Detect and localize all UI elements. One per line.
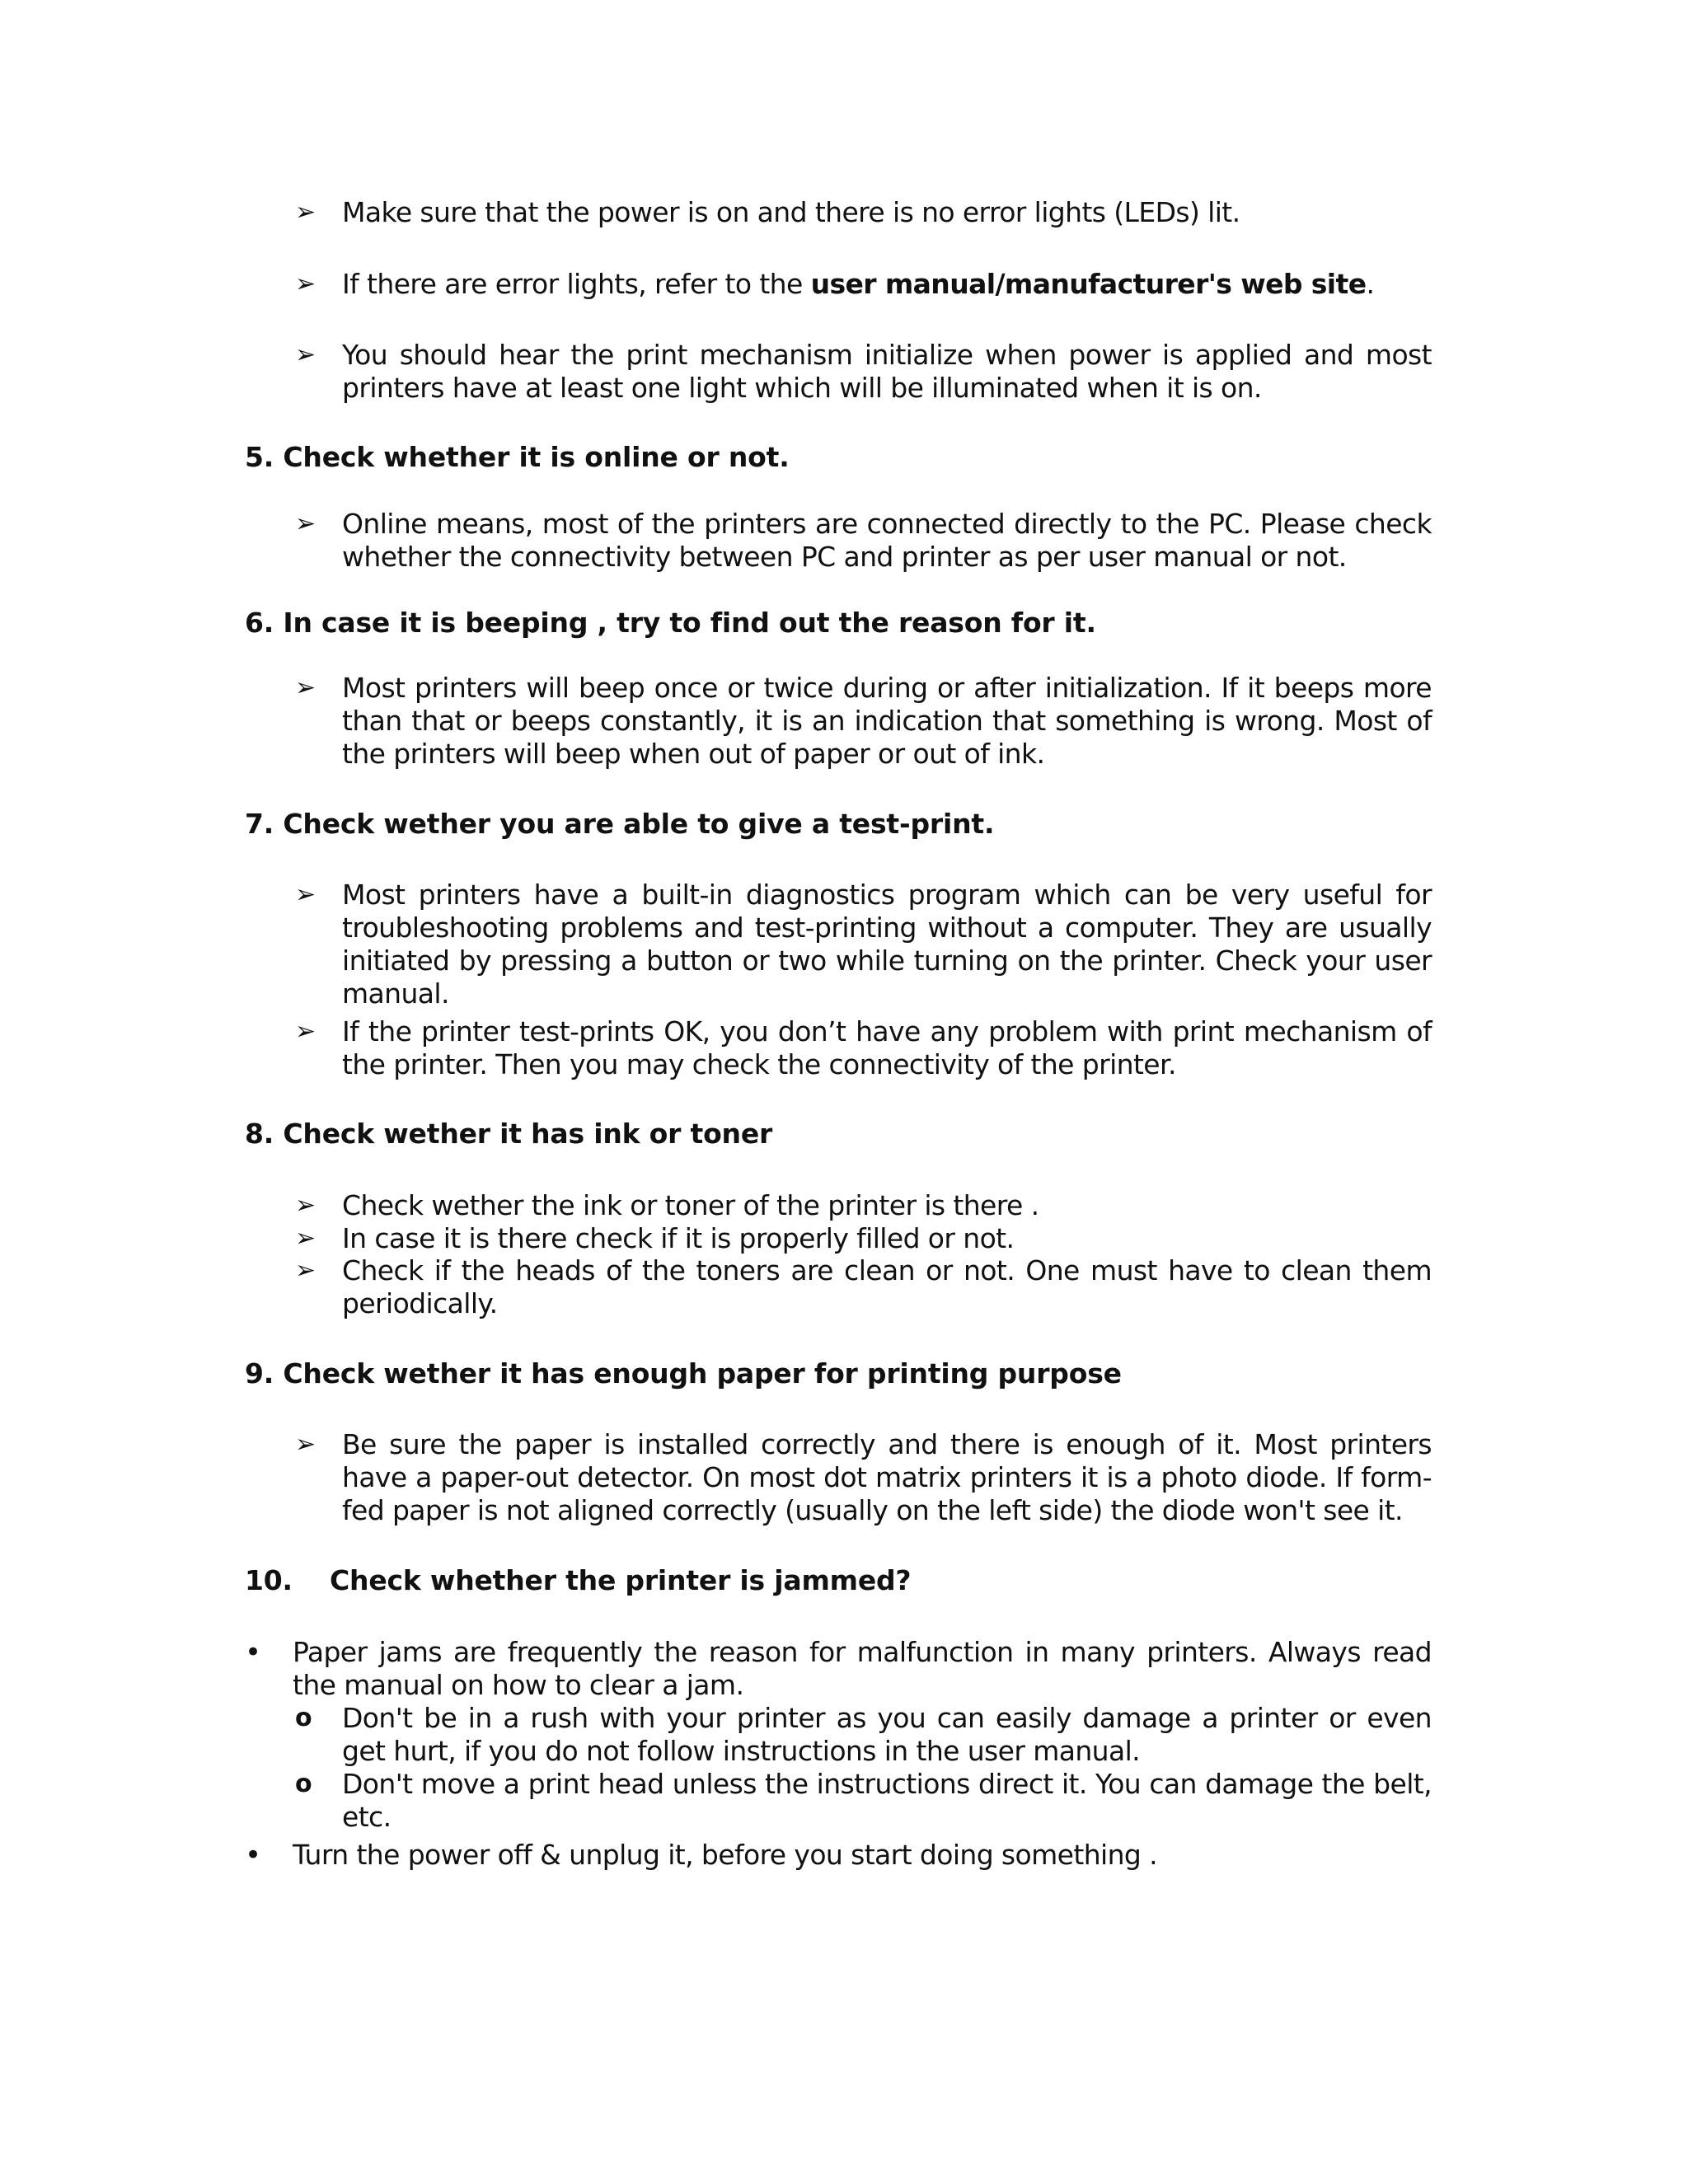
section-10-item-1: Paper jams are frequently the reason for malfunction in many printers. Always read the manual on how to clear a jam. — [293, 1636, 1432, 1701]
arrow-bullet-icon: ➢ — [295, 1017, 316, 1046]
section-9-heading: 9. Check wether it has enough paper for printing purpose — [245, 1357, 1122, 1390]
section-5-heading: 5. Check whether it is online or not. — [245, 441, 790, 473]
section-10-item-2: Turn the power off & unplug it, before you start doing something . — [293, 1839, 1158, 1871]
arrow-bullet-icon: ➢ — [295, 340, 316, 369]
intro-bullet-1: Make sure that the power is on and there is no error lights (LEDs) lit. — [342, 196, 1240, 228]
section-10-subitem-2: Don't move a print head unless the instructions direct it. You can damage the belt, etc. — [342, 1768, 1432, 1833]
intro-bullet-2-text: If there are error lights, refer to the — [342, 268, 811, 300]
intro-bullet-3: You should hear the print mechanism initialize when power is applied and most printers have at least one light which will be illuminated when it is on. — [342, 339, 1432, 404]
arrow-bullet-icon: ➢ — [295, 1256, 316, 1285]
arrow-bullet-icon: ➢ — [295, 1430, 316, 1459]
section-8-bullet-1: Check wether the ink or toner of the printer is there . — [342, 1189, 1039, 1221]
bullet-dot-icon: • — [245, 1839, 262, 1872]
sub-bullet-icon: o — [295, 1769, 312, 1798]
section-7-bullet-1: Most printers have a built-in diagnostics program which can be very useful for troubleshooting problems and test-printing without a computer. They are usually initiated by pressing a button or two while turning on the printer. Check your user manual. — [342, 879, 1432, 1010]
section-9-bullet-1: Be sure the paper is installed correctly and there is enough of it. Most printers have a paper-out detector. On most dot matrix printers it is a photo diode. If form-fed paper is not aligned correctly (usually on the left side) the diode won't see it. — [342, 1428, 1432, 1526]
arrow-bullet-icon: ➢ — [295, 198, 316, 227]
section-10-subitem-1: Don't be in a rush with your printer as you can easily damage a printer or even get hurt, if you do not follow instructions in the user manual. — [342, 1702, 1432, 1767]
manual-reference: user manual/manufacturer's web site — [810, 268, 1367, 300]
section-6-heading: 6. In case it is beeping , try to find out the reason for it. — [245, 607, 1096, 639]
arrow-bullet-icon: ➢ — [295, 509, 316, 538]
section-8-bullet-2: In case it is there check if it is properly filled or not. — [342, 1222, 1015, 1254]
section-10-heading: 10. Check whether the printer is jammed? — [245, 1564, 912, 1596]
intro-bullet-2 — [342, 268, 1432, 301]
section-8-bullet-3: Check if the heads of the toners are clean or not. One must have to clean them periodically. — [342, 1254, 1432, 1319]
section-8-heading: 8. Check wether it has ink or toner — [245, 1118, 773, 1150]
arrow-bullet-icon: ➢ — [295, 1191, 316, 1220]
arrow-bullet-icon: ➢ — [295, 269, 316, 298]
arrow-bullet-icon: ➢ — [295, 880, 316, 909]
section-5-bullet-1: Online means, most of the printers are connected directly to the PC. Please check whether the connectivity between PC and printer as per user manual or not. — [342, 508, 1432, 573]
sub-bullet-icon: o — [295, 1704, 312, 1732]
section-7-heading: 7. Check wether you are able to give a test-print. — [245, 808, 995, 840]
arrow-bullet-icon: ➢ — [295, 1224, 316, 1253]
section-7-bullet-2: If the printer test-prints OK, you don’t have any problem with print mechanism of the printer. Then you may check the connectivity of the printer. — [342, 1015, 1432, 1080]
section-6-bullet-1: Most printers will beep once or twice during or after initialization. If it beeps more than that or beeps constantly, it is an indication that something is wrong. Most of the printers will beep when out of paper or out of ink. — [342, 672, 1432, 770]
bullet-dot-icon: • — [245, 1636, 262, 1669]
intro-bullet-2-end: . — [1366, 268, 1375, 300]
arrow-bullet-icon: ➢ — [295, 673, 316, 702]
